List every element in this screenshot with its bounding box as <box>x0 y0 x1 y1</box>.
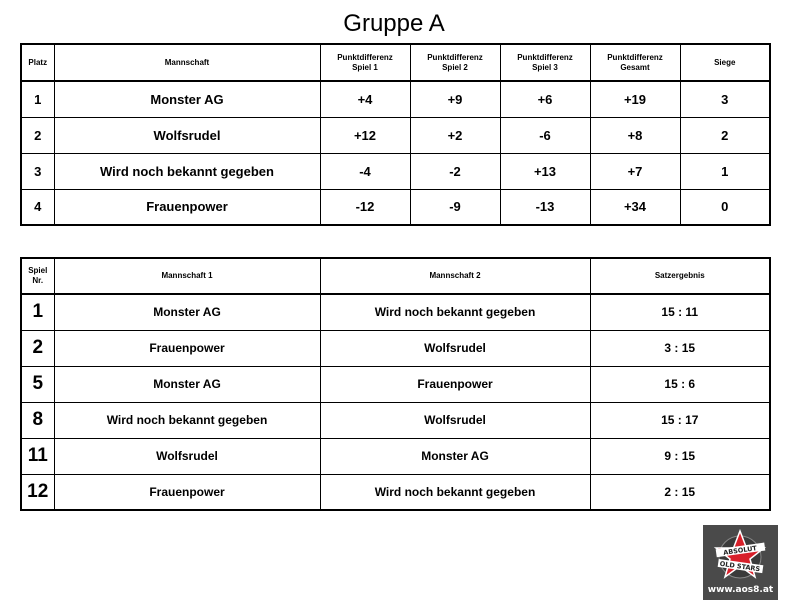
team-cell: Wird noch bekannt gegeben <box>54 153 320 189</box>
table-row <box>21 153 770 189</box>
siege-cell: 2 <box>680 117 770 153</box>
team1-cell: Frauenpower <box>54 474 320 510</box>
logo-text-bottom: OLD STARS <box>719 559 761 574</box>
result-cell: 3 : 15 <box>590 330 770 366</box>
header-spiel2-line1: Punktdifferenz <box>427 52 483 62</box>
spiel2-cell: -9 <box>410 189 500 225</box>
spiel2-cell: +9 <box>410 81 500 117</box>
header-spiel2-line2: Spiel 2 <box>442 62 468 72</box>
team-cell: Monster AG <box>54 81 320 117</box>
gesamt-cell: +8 <box>590 117 680 153</box>
spiel1-cell: +12 <box>320 117 410 153</box>
siege-cell: 3 <box>680 81 770 117</box>
header-spiel2 <box>410 44 500 81</box>
match-number-cell: 8 <box>21 402 54 438</box>
header-spiel1-line1: Punktdifferenz <box>337 52 393 62</box>
table-row <box>21 189 770 225</box>
table-row <box>21 330 770 366</box>
siege-cell: 0 <box>680 189 770 225</box>
header-gesamt-line2: Gesamt <box>620 62 650 72</box>
header-mannschaft: Mannschaft <box>54 44 320 81</box>
spiel1-cell: +4 <box>320 81 410 117</box>
table-row <box>21 402 770 438</box>
match-number-cell: 12 <box>21 474 54 510</box>
spiel2-cell: -2 <box>410 153 500 189</box>
header-platz: Platz <box>21 44 54 81</box>
gesamt-cell: +34 <box>590 189 680 225</box>
result-cell: 15 : 11 <box>590 294 770 330</box>
club-logo[interactable] <box>703 525 778 600</box>
team2-cell: Wird noch bekannt gegeben <box>320 474 590 510</box>
team2-cell: Wolfsrudel <box>320 330 590 366</box>
result-cell: 15 : 6 <box>590 366 770 402</box>
platz-cell: 4 <box>21 189 54 225</box>
platz-cell: 1 <box>21 81 54 117</box>
star-icon <box>703 525 778 585</box>
header-spiel3 <box>500 44 590 81</box>
gesamt-cell: +19 <box>590 81 680 117</box>
table-row <box>21 366 770 402</box>
header-mannschaft-2: Mannschaft 2 <box>320 258 590 294</box>
spiel1-cell: -12 <box>320 189 410 225</box>
match-number-cell: 1 <box>21 294 54 330</box>
result-cell: 2 : 15 <box>590 474 770 510</box>
header-spiel-nr <box>21 258 54 294</box>
team1-cell: Monster AG <box>54 366 320 402</box>
spiel1-cell: -4 <box>320 153 410 189</box>
team-cell: Wolfsrudel <box>54 117 320 153</box>
spiel3-cell: +13 <box>500 153 590 189</box>
spiel2-cell: +2 <box>410 117 500 153</box>
table-row <box>21 294 770 330</box>
result-cell: 15 : 17 <box>590 402 770 438</box>
match-number-cell: 11 <box>21 438 54 474</box>
matches-header-row <box>21 258 770 294</box>
match-number-cell: 2 <box>21 330 54 366</box>
header-spiel3-line2: Spiel 3 <box>532 62 558 72</box>
spiel3-cell: +6 <box>500 81 590 117</box>
header-spiel1 <box>320 44 410 81</box>
result-cell: 9 : 15 <box>590 438 770 474</box>
team2-cell: Frauenpower <box>320 366 590 402</box>
team1-cell: Monster AG <box>54 294 320 330</box>
page-title: Gruppe A <box>343 10 445 37</box>
header-spiel3-line1: Punktdifferenz <box>517 52 573 62</box>
platz-cell: 2 <box>21 117 54 153</box>
matches-table <box>20 257 771 511</box>
header-satzergebnis: Satzergebnis <box>590 258 770 294</box>
header-siege: Siege <box>680 44 770 81</box>
table-row <box>21 117 770 153</box>
header-spiel1-line2: Spiel 1 <box>352 62 378 72</box>
team2-cell: Wolfsrudel <box>320 402 590 438</box>
header-gesamt-line1: Punktdifferenz <box>607 52 663 62</box>
team1-cell: Wolfsrudel <box>54 438 320 474</box>
header-spiel-nr-line1: Spiel <box>28 266 48 275</box>
table-row <box>21 474 770 510</box>
gesamt-cell: +7 <box>590 153 680 189</box>
spiel3-cell: -6 <box>500 117 590 153</box>
platz-cell: 3 <box>21 153 54 189</box>
logo-url[interactable]: www.aos8.at <box>707 585 774 595</box>
match-number-cell: 5 <box>21 366 54 402</box>
team-cell: Frauenpower <box>54 189 320 225</box>
team2-cell: Wird noch bekannt gegeben <box>320 294 590 330</box>
header-mannschaft-1: Mannschaft 1 <box>54 258 320 294</box>
siege-cell: 1 <box>680 153 770 189</box>
team1-cell: Wird noch bekannt gegeben <box>54 402 320 438</box>
table-row <box>21 438 770 474</box>
standings-header-row <box>21 44 770 81</box>
logo-text-top: ABSOLUT <box>722 544 758 557</box>
header-gesamt <box>590 44 680 81</box>
team1-cell: Frauenpower <box>54 330 320 366</box>
spiel3-cell: -13 <box>500 189 590 225</box>
header-spiel-nr-line2: Nr. <box>32 276 44 285</box>
table-row <box>21 81 770 117</box>
team2-cell: Monster AG <box>320 438 590 474</box>
standings-table <box>20 43 771 226</box>
